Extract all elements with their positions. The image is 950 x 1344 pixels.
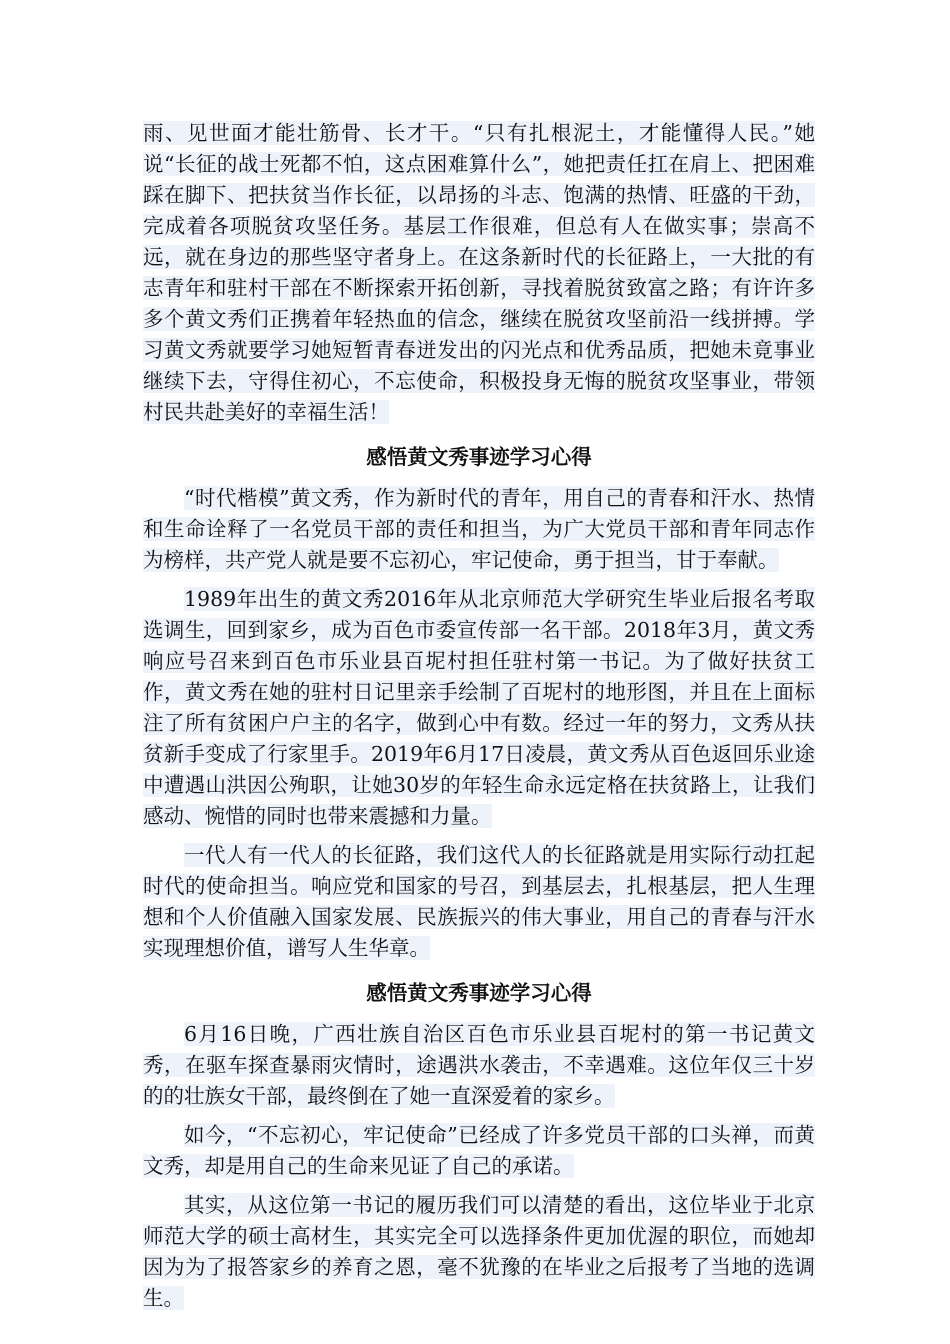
paragraph-3: 1989年出生的黄文秀2016年从北京师范大学研究生毕业后报名考取选调生，回到家乡，成为百色市委宣传部一名干部。2018年3月，黄文秀响应号召来到百色市乐业县百坭村担任驻村第一书记。为了做好扶贫工作，黄文秀在她的驻村日记里亲手绘制了百坭村的地形图，并且在上面标注了所有贫困户户主的名字，做到心中有数。经过一年的努力，文秀从扶贫新手变成了行家里手。2019年6月17日凌晨，黄文秀从百色返回乐业途中遭遇山洪因公殉职，让她30岁的年轻生命永远定格在扶贫路上，让我们感动、惋惜的同时也带来震撼和力量。 — [143, 587, 815, 828]
paragraph-4: 一代人有一代人的长征路，我们这代人的长征路就是用实际行动扛起时代的使命担当。响应党和国家的号召，到基层去，扎根基层，把人生理想和个人价值融入国家发展、民族振兴的伟大事业，用自己的青春与汗水实现理想价值，谱写人生华章。 — [143, 843, 815, 960]
section-heading-2: 感悟黄文秀事迹学习心得 — [366, 981, 592, 1005]
paragraph-6: 如今，“不忘初心，牢记使命”已经成了许多党员干部的口头禅，而黄文秀，却是用自己的生命来见证了自己的承诺。 — [143, 1123, 815, 1178]
document-page — [143, 118, 815, 1322]
section-heading-1: 感悟黄文秀事迹学习心得 — [366, 445, 592, 469]
paragraph-5: 6月16日晚，广西壮族自治区百色市乐业县百坭村的第一书记黄文秀，在驱车探查暴雨灾情时，途遇洪水袭击，不幸遇难。这位年仅三十岁的的壮族女干部，最终倒在了她一直深爱着的家乡。 — [143, 1022, 815, 1108]
paragraph-1: 雨、见世面才能壮筋骨、长才干。“只有扎根泥土，才能懂得人民。”她说“长征的战士死都不怕，这点困难算什么”，她把责任扛在肩上、把困难踩在脚下、把扶贫当作长征，以昂扬的斗志、饱满的热情、旺盛的干劲，完成着各项脱贫攻坚任务。基层工作很难，但总有人在做实事；崇高不远，就在身边的那些坚守者身上。在这条新时代的长征路上，一大批的有志青年和驻村干部在不断探索开拓创新，寻找着脱贫致富之路；有许许多多个黄文秀们正携着年轻热血的信念，继续在脱贫攻坚前沿一线拼搏。学习黄文秀就要学习她短暂青春迸发出的闪光点和优秀品质，把她未竟事业继续下去，守得住初心，不忘使命，积极投身无悔的脱贫攻坚事业，带领村民共赴美好的幸福生活！ — [143, 121, 815, 424]
paragraph-2: “时代楷模”黄文秀，作为新时代的青年，用自己的青春和汗水、热情和生命诠释了一名党员干部的责任和担当，为广大党员干部和青年同志作为榜样，共产党人就是要不忘初心，牢记使命，勇于担当，甘于奉献。 — [143, 486, 815, 572]
paragraph-7: 其实，从这位第一书记的履历我们可以清楚的看出，这位毕业于北京师范大学的硕士高材生，其实完全可以选择条件更加优渥的职位，而她却因为为了报答家乡的养育之恩，毫不犹豫的在毕业之后报考了当地的选调生。 — [143, 1193, 815, 1310]
